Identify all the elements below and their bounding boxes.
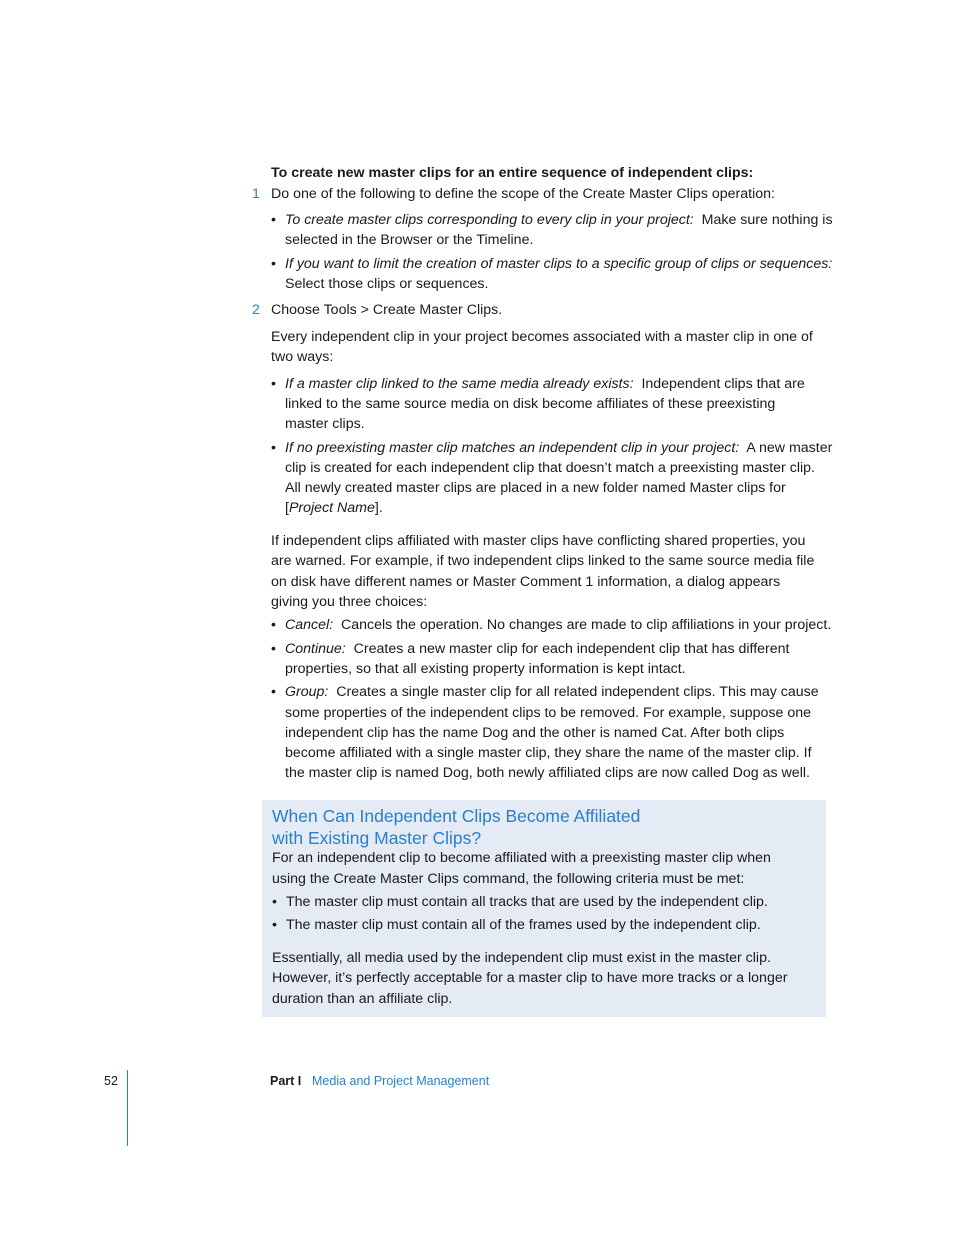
sidebar-intro-line: For an independent clip to become affiliated with a preexisting master clip when: [272, 850, 771, 866]
step-1-number: 1: [252, 186, 260, 202]
sidebar-intro-line: using the Create Master Clips command, the following criteria must be met:: [272, 871, 745, 887]
footer-divider: [127, 1070, 128, 1146]
option-text: independent clip has the name Dog and the other is named Cat. After both clips: [285, 725, 785, 741]
bullet-lead: If a master clip linked to the same media already exists:: [285, 376, 634, 392]
step-2-text: Choose Tools > Create Master Clips.: [271, 302, 503, 318]
option-text: some properties of the independent clips to be removed. For example, suppose one: [285, 705, 812, 721]
bullet-text: Independent clips that are: [641, 376, 805, 392]
option-lead: Continue:: [285, 641, 346, 657]
option-text: Creates a new master clip for each independent clip that has different: [353, 641, 790, 657]
page-number: 52: [104, 1074, 118, 1088]
footer-part-label: Part I: [270, 1074, 302, 1088]
list-item: [285, 374, 805, 394]
option-text: become affiliated with a single master clip, they share the name of the master clip. If: [285, 745, 812, 761]
bullet-lead: To create master clips corresponding to every clip in your project:: [285, 212, 694, 228]
bullet-text: Make sure nothing is: [701, 212, 833, 228]
bullet-text: All newly created master clips are placed in a new folder named Master clips for: [285, 480, 786, 496]
paragraph-line: are warned. For example, if two independent clips linked to the same source media file: [271, 553, 815, 569]
option-lead: Cancel:: [285, 617, 334, 633]
paragraph-line: If independent clips affiliated with master clips have conflicting shared properties, you: [271, 533, 806, 549]
sidebar-criterion: • The master clip must contain all tracks that are used by the independent clip.: [286, 892, 768, 912]
bullet-text: [285, 498, 383, 518]
option-lead: Group:: [285, 684, 329, 700]
paragraph-line: two ways:: [271, 349, 334, 365]
sidebar-title-line-2: with Existing Master Clips?: [272, 828, 482, 848]
list-item: [285, 682, 819, 702]
list-item: [285, 438, 832, 458]
sidebar-closing-line: duration than an affiliate clip.: [272, 991, 453, 1007]
sidebar-title-line-1: When Can Independent Clips Become Affiliated: [272, 806, 641, 826]
option-text: Creates a single master clip for all related independent clips. This may cause: [336, 684, 819, 700]
paragraph-line: giving you three choices:: [271, 594, 428, 610]
bracket-open: [: [285, 500, 289, 516]
sidebar-criterion: • The master clip must contain all of the frames used by the independent clip.: [286, 915, 761, 935]
paragraph-line: on disk have different names or Master Comment 1 information, a dialog appears: [271, 574, 781, 590]
sidebar-closing-line: Essentially, all media used by the independent clip must exist in the master clip.: [272, 950, 771, 966]
option-text: Cancels the operation. No changes are made to clip affiliations in your project.: [341, 617, 832, 633]
bullet-lead: If no preexisting master clip matches an independent clip in your project:: [285, 440, 740, 456]
option-text: the master clip is named Dog, both newly affiliated clips are now called Dog as well.: [285, 765, 810, 781]
step-2-number: 2: [252, 302, 260, 318]
bullet-lead: If you want to limit the creation of master clips to a specific group of clips or sequences:: [285, 256, 833, 272]
footer-part-title: Media and Project Management: [312, 1074, 490, 1088]
bullet-text: Select those clips or sequences.: [285, 276, 489, 292]
bullet-text: A new master: [746, 440, 833, 456]
bullet-text: clip is created for each independent clip that doesn’t match a preexisting master clip.: [285, 460, 815, 476]
bracket-close: ].: [374, 500, 383, 516]
option-text: properties, so that all existing property information is kept intact.: [285, 661, 686, 677]
bullet-text: linked to the same source media on disk become affiliates of these preexisting: [285, 396, 776, 412]
bullet-text: selected in the Browser or the Timeline.: [285, 232, 534, 248]
list-item: [285, 210, 833, 230]
list-item: [285, 254, 832, 274]
bullet-text: master clips.: [285, 416, 365, 432]
sidebar-closing-line: However, it’s perfectly acceptable for a master clip to have more tracks or a longer: [272, 970, 788, 986]
list-item: [285, 639, 790, 659]
project-name-placeholder: Project Name: [288, 500, 375, 516]
paragraph-line: Every independent clip in your project becomes associated with a master clip in one of: [271, 329, 813, 345]
list-item: [285, 615, 831, 635]
procedure-title: To create new master clips for an entire sequence of independent clips:: [271, 165, 754, 181]
step-1-text: Do one of the following to define the scope of the Create Master Clips operation:: [271, 186, 775, 202]
